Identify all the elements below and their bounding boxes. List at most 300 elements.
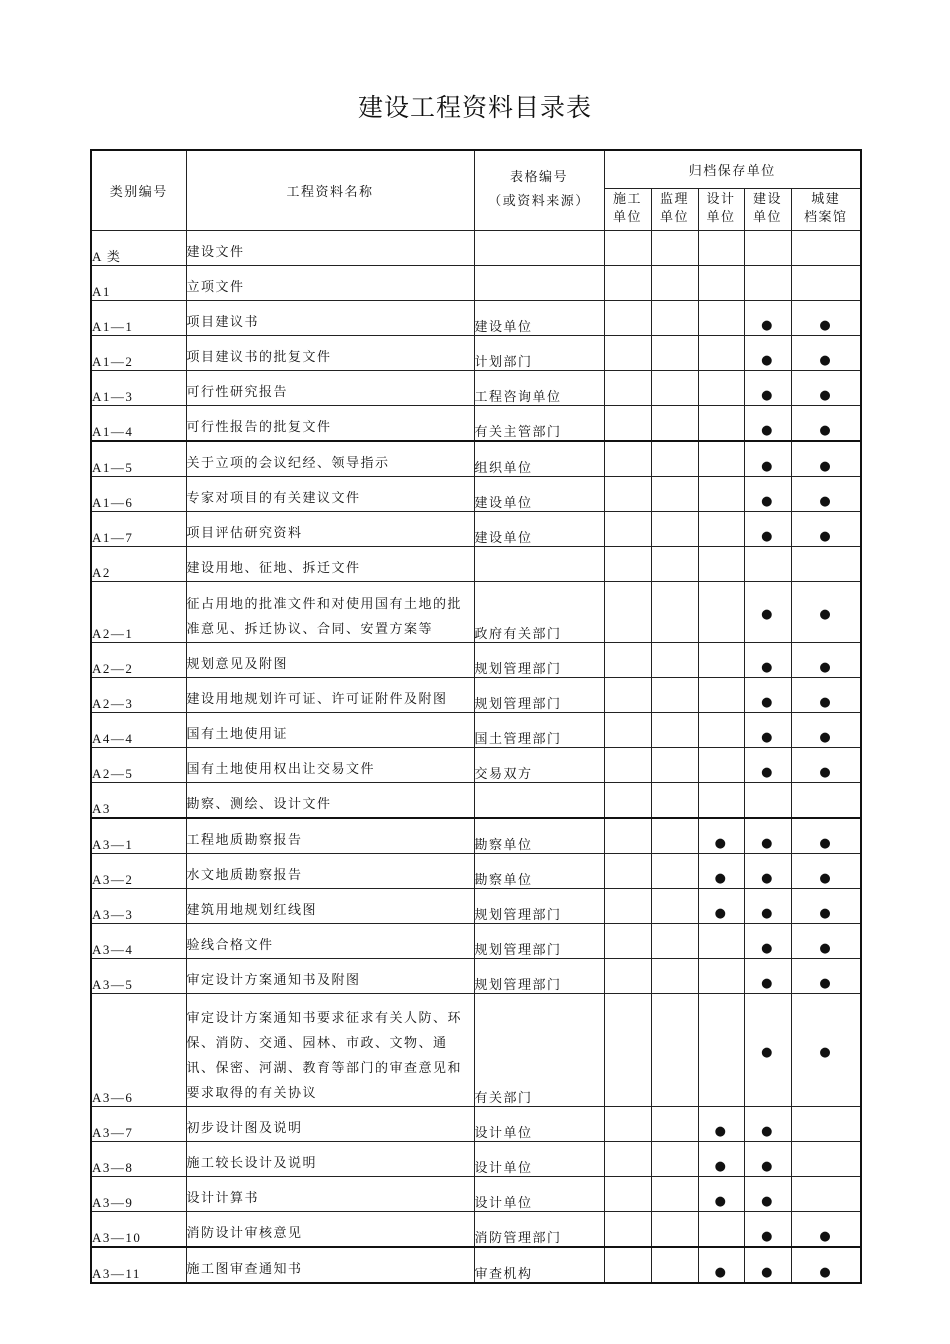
header-unit-line2: 单位 [752,210,782,225]
row-source: 设计单位 [474,1141,604,1176]
row-source: 勘察单位 [474,818,604,854]
bullet-icon: ● [761,317,774,333]
row-mark-4 [791,923,861,958]
bullet-icon: ● [714,1193,728,1209]
bullet-icon: ● [761,387,774,403]
row-mark-0 [604,818,651,854]
table-row [91,1106,861,1141]
row-code: A3—1 [91,818,186,854]
bullet-icon: ● [714,870,728,886]
row-mark-1 [651,335,698,370]
row-mark-0 [604,441,651,477]
row-mark-3 [744,405,791,441]
row-mark-1 [651,1211,698,1247]
row-source: 国土管理部门 [474,712,604,747]
row-mark-2 [698,441,744,477]
row-name: 规划意见及附图 [186,642,474,677]
row-source: 有关部门 [474,993,604,1106]
row-mark-1 [651,405,698,441]
row-mark-2 [698,581,744,642]
table-row [91,993,861,1106]
row-code: A1—4 [91,405,186,441]
table-row [91,476,861,511]
row-name: 项目评估研究资料 [186,511,474,546]
row-source: 有关主管部门 [474,405,604,441]
row-name: 审定设计方案通知书要求征求有关人防、环保、消防、交通、园林、市政、文物、通讯、保密、河湖、教育等部门的审查意见和要求取得的有关协议 [186,993,474,1106]
header-unit-4 [791,188,861,230]
row-mark-1 [651,546,698,581]
row-mark-0 [604,546,651,581]
row-source: 规划管理部门 [474,642,604,677]
row-source: 建设单位 [474,476,604,511]
row-mark-2 [698,265,744,300]
table-row [91,782,861,818]
header-unit-3 [744,188,791,230]
bullet-icon: ● [819,458,833,474]
row-name: 征占用地的批准文件和对使用国有土地的批准意见、拆迁协议、合同、安置方案等 [186,581,474,642]
row-source: 规划管理部门 [474,677,604,712]
row-code: A1—6 [91,476,186,511]
bullet-icon: ● [714,905,728,921]
row-mark-4 [791,1176,861,1211]
bullet-icon: ● [714,835,728,851]
row-mark-1 [651,747,698,782]
row-source: 计划部门 [474,335,604,370]
row-mark-4 [791,546,861,581]
row-mark-1 [651,1176,698,1211]
row-mark-3 [744,265,791,300]
table-row [91,958,861,993]
header-unit-line2: 单位 [706,210,736,225]
row-mark-2 [698,818,744,854]
row-mark-3 [744,370,791,405]
row-mark-0 [604,958,651,993]
row-source: 工程咨询单位 [474,370,604,405]
row-mark-3 [744,581,791,642]
row-mark-0 [604,782,651,818]
bullet-icon: ● [819,493,833,509]
row-mark-1 [651,300,698,335]
header-unit-line1: 设计 [706,192,736,207]
bullet-icon: ● [714,1264,728,1280]
row-mark-2 [698,888,744,923]
row-source: 设计单位 [474,1106,604,1141]
row-mark-2 [698,958,744,993]
row-mark-3 [744,335,791,370]
row-mark-1 [651,1141,698,1176]
row-code: A3—3 [91,888,186,923]
bullet-icon: ● [819,607,833,622]
row-mark-3 [744,546,791,581]
bullet-icon: ● [819,764,833,780]
header-unit-0 [604,188,651,230]
bullet-icon: ● [819,387,833,403]
bullet-icon: ● [761,1228,774,1244]
row-code: A3—2 [91,853,186,888]
row-name: 施工图审查通知书 [186,1247,474,1283]
table-row [91,335,861,370]
row-source: 勘察单位 [474,853,604,888]
table-row [91,1176,861,1211]
row-name: 可行性报告的批复文件 [186,405,474,441]
row-mark-0 [604,230,651,265]
table-row [91,853,861,888]
row-mark-4 [791,370,861,405]
row-code: A3—9 [91,1176,186,1211]
row-mark-4 [791,958,861,993]
row-mark-0 [604,677,651,712]
row-mark-1 [651,923,698,958]
bullet-icon: ● [714,1123,728,1139]
table-row [91,441,861,477]
row-mark-0 [604,581,651,642]
bullet-icon: ● [761,835,774,851]
row-mark-0 [604,923,651,958]
row-mark-4 [791,782,861,818]
row-mark-4 [791,642,861,677]
row-code: A1—5 [91,441,186,477]
row-mark-1 [651,441,698,477]
row-mark-2 [698,853,744,888]
bullet-icon: ● [819,729,833,745]
page-title: 建设工程资料目录表 [357,93,592,122]
row-code: A3—7 [91,1106,186,1141]
row-mark-3 [744,441,791,477]
row-mark-0 [604,370,651,405]
bullet-icon: ● [761,870,774,886]
row-mark-2 [698,747,744,782]
row-mark-4 [791,265,861,300]
row-mark-1 [651,1247,698,1283]
row-mark-0 [604,1141,651,1176]
row-mark-1 [651,1106,698,1141]
table-row [91,230,861,265]
bullet-icon: ● [819,352,833,368]
bullet-icon: ● [819,1045,833,1060]
row-mark-4 [791,1106,861,1141]
row-mark-4 [791,405,861,441]
row-name: 建设文件 [186,230,474,265]
row-mark-4 [791,511,861,546]
row-mark-0 [604,335,651,370]
row-code: A3 [91,782,186,818]
row-name: 审定设计方案通知书及附图 [186,958,474,993]
row-code: A1—2 [91,335,186,370]
bullet-icon: ● [761,1123,774,1139]
row-mark-3 [744,818,791,854]
row-source: 政府有关部门 [474,581,604,642]
row-mark-3 [744,1176,791,1211]
bullet-icon: ● [761,458,774,474]
row-mark-2 [698,1106,744,1141]
row-mark-3 [744,642,791,677]
header-form-line1: 表格编号 [509,170,568,186]
bullet-icon: ● [761,1045,774,1060]
row-source [474,265,604,300]
row-code: A4—4 [91,712,186,747]
table-row [91,1141,861,1176]
row-code: A3—10 [91,1211,186,1247]
row-name: 验线合格文件 [186,923,474,958]
row-mark-0 [604,993,651,1106]
bullet-icon: ● [761,905,774,921]
header-unit-line2: 单位 [659,210,689,225]
row-mark-1 [651,958,698,993]
row-code: A 类 [91,230,186,265]
bullet-icon: ● [761,493,774,509]
row-source: 审查机构 [474,1247,604,1283]
row-mark-0 [604,1106,651,1141]
table-row [91,1247,861,1283]
row-mark-0 [604,1247,651,1283]
row-mark-4 [791,1247,861,1283]
row-mark-2 [698,1141,744,1176]
row-name: 项目建议书 [186,300,474,335]
row-mark-3 [744,888,791,923]
row-mark-1 [651,230,698,265]
row-mark-3 [744,712,791,747]
row-mark-3 [744,923,791,958]
row-name: 建设用地、征地、拆迁文件 [186,546,474,581]
row-mark-2 [698,370,744,405]
row-name: 水文地质勘察报告 [186,853,474,888]
bullet-icon: ● [819,1228,833,1244]
row-source: 组织单位 [474,441,604,477]
row-mark-4 [791,888,861,923]
row-mark-4 [791,230,861,265]
bullet-icon: ● [761,422,774,438]
bullet-icon: ● [714,1158,728,1174]
row-code: A1—7 [91,511,186,546]
header-unit-line1: 施工 [612,192,642,207]
row-code: A2—1 [91,581,186,642]
row-mark-3 [744,476,791,511]
row-name: 国有土地使用证 [186,712,474,747]
row-mark-1 [651,476,698,511]
row-mark-0 [604,853,651,888]
bullet-icon: ● [761,1264,774,1280]
row-mark-2 [698,1247,744,1283]
bullet-icon: ● [819,317,833,333]
row-code: A3—6 [91,993,186,1106]
row-mark-0 [604,712,651,747]
row-mark-3 [744,993,791,1106]
row-mark-4 [791,300,861,335]
row-code: A1 [91,265,186,300]
bullet-icon: ● [819,940,833,956]
header-unit-line2: 单位 [612,210,642,225]
row-mark-0 [604,511,651,546]
row-name: 消防设计审核意见 [186,1211,474,1247]
row-name: 专家对项目的有关建议文件 [186,476,474,511]
row-mark-2 [698,782,744,818]
table-row [91,747,861,782]
header-unit-1 [651,188,698,230]
table-row [91,677,861,712]
row-mark-4 [791,747,861,782]
row-mark-4 [791,581,861,642]
row-mark-3 [744,300,791,335]
row-code: A1—3 [91,370,186,405]
bullet-icon: ● [761,1158,774,1174]
row-source: 交易双方 [474,747,604,782]
bullet-icon: ● [761,764,774,780]
row-mark-1 [651,818,698,854]
row-code: A2—2 [91,642,186,677]
header-unit-line1: 监理 [659,192,689,207]
row-mark-1 [651,370,698,405]
row-mark-0 [604,888,651,923]
bullet-icon: ● [761,659,774,675]
row-name: 设计计算书 [186,1176,474,1211]
row-name: 初步设计图及说明 [186,1106,474,1141]
row-name: 可行性研究报告 [186,370,474,405]
row-mark-0 [604,476,651,511]
bullet-icon: ● [819,870,833,886]
table-row [91,642,861,677]
row-code: A3—11 [91,1247,186,1283]
row-mark-2 [698,712,744,747]
row-mark-1 [651,888,698,923]
row-mark-0 [604,1176,651,1211]
bullet-icon: ● [761,352,774,368]
table-row [91,405,861,441]
row-mark-3 [744,1141,791,1176]
row-code: A2—5 [91,747,186,782]
header-form [474,150,604,230]
row-source: 规划管理部门 [474,923,604,958]
table-row [91,1211,861,1247]
row-mark-4 [791,1141,861,1176]
row-mark-2 [698,1176,744,1211]
row-name: 建设用地规划许可证、许可证附件及附图 [186,677,474,712]
row-code: A2 [91,546,186,581]
row-mark-4 [791,853,861,888]
row-mark-1 [651,265,698,300]
row-mark-4 [791,1211,861,1247]
row-source: 规划管理部门 [474,958,604,993]
row-mark-1 [651,712,698,747]
row-source [474,782,604,818]
bullet-icon: ● [819,694,833,710]
table-row [91,888,861,923]
row-mark-1 [651,642,698,677]
row-name: 立项文件 [186,265,474,300]
row-code: A3—8 [91,1141,186,1176]
row-mark-4 [791,818,861,854]
row-mark-2 [698,511,744,546]
row-name: 勘察、测绘、设计文件 [186,782,474,818]
row-code: A3—4 [91,923,186,958]
row-name: 国有土地使用权出让交易文件 [186,747,474,782]
row-mark-0 [604,747,651,782]
row-mark-1 [651,677,698,712]
header-form-line2: （或资料来源） [488,194,590,210]
row-mark-0 [604,1211,651,1247]
row-mark-4 [791,677,861,712]
row-name: 项目建议书的批复文件 [186,335,474,370]
row-mark-4 [791,476,861,511]
row-mark-0 [604,265,651,300]
row-name: 工程地质勘察报告 [186,818,474,854]
row-mark-1 [651,581,698,642]
row-mark-3 [744,677,791,712]
table-row [91,370,861,405]
row-mark-3 [744,853,791,888]
catalog-table [90,149,862,1284]
header-unit-line2: 档案馆 [803,210,848,225]
row-mark-2 [698,993,744,1106]
row-mark-1 [651,511,698,546]
row-source: 设计单位 [474,1176,604,1211]
row-mark-2 [698,300,744,335]
row-source: 规划管理部门 [474,888,604,923]
row-source [474,546,604,581]
row-mark-3 [744,511,791,546]
row-code: A1—1 [91,300,186,335]
header-unit-2 [698,188,744,230]
bullet-icon: ● [819,905,833,921]
row-mark-2 [698,642,744,677]
row-mark-4 [791,993,861,1106]
row-mark-4 [791,441,861,477]
row-mark-0 [604,300,651,335]
row-mark-1 [651,782,698,818]
row-mark-2 [698,546,744,581]
table-row [91,300,861,335]
bullet-icon: ● [761,940,774,956]
row-mark-3 [744,230,791,265]
bullet-icon: ● [819,835,833,851]
row-name: 施工较长设计及说明 [186,1141,474,1176]
row-mark-3 [744,1106,791,1141]
bullet-icon: ● [819,528,833,544]
bullet-icon: ● [761,975,774,991]
bullet-icon: ● [761,729,774,745]
row-mark-2 [698,335,744,370]
bullet-icon: ● [819,659,833,675]
header-unit-line1: 城建 [811,192,841,207]
header-unit-line1: 建设 [752,192,782,207]
row-name: 建筑用地规划红线图 [186,888,474,923]
row-mark-2 [698,677,744,712]
row-mark-3 [744,747,791,782]
row-mark-2 [698,405,744,441]
table-row [91,923,861,958]
bullet-icon: ● [761,694,774,710]
bullet-icon: ● [819,1264,833,1280]
row-mark-2 [698,230,744,265]
row-source: 建设单位 [474,511,604,546]
row-mark-3 [744,958,791,993]
row-mark-0 [604,642,651,677]
row-mark-2 [698,1211,744,1247]
row-mark-2 [698,923,744,958]
row-source: 消防管理部门 [474,1211,604,1247]
table-row [91,546,861,581]
row-mark-3 [744,1211,791,1247]
bullet-icon: ● [761,528,774,544]
row-code: A3—5 [91,958,186,993]
table-row [91,581,861,642]
row-mark-3 [744,782,791,818]
row-mark-1 [651,853,698,888]
header-code: 类别编号 [91,150,186,230]
row-mark-4 [791,712,861,747]
row-mark-3 [744,1247,791,1283]
table-row [91,818,861,854]
header-archive-group: 归档保存单位 [604,150,861,188]
